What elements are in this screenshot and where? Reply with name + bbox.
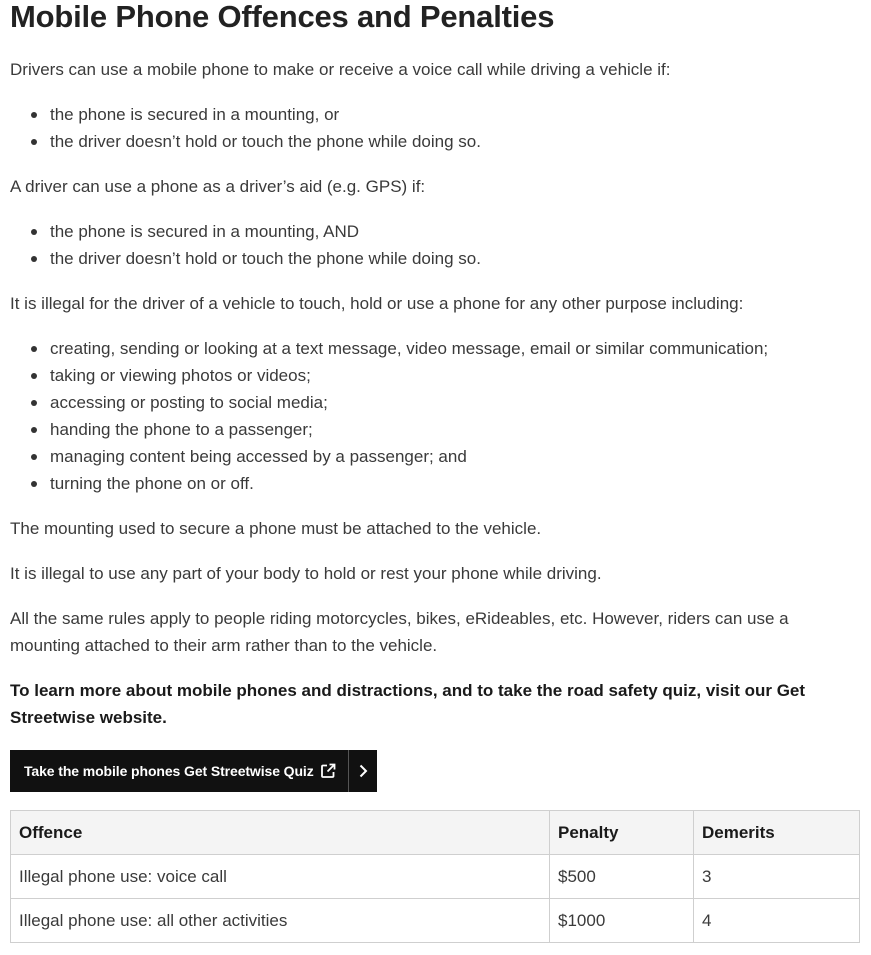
- demerits-cell: 4: [694, 899, 860, 943]
- list-item: the driver doesn’t hold or touch the phone while doing so.: [50, 245, 862, 272]
- list-item: the phone is secured in a mounting, AND: [50, 218, 862, 245]
- mounting-note: The mounting used to secure a phone must be attached to the vehicle.: [10, 519, 542, 538]
- page-title: Mobile Phone Offences and Penalties: [10, 0, 555, 34]
- column-header-penalty: Penalty: [550, 811, 694, 855]
- chevron-right-icon[interactable]: [349, 750, 377, 792]
- list-item: the driver doesn’t hold or touch the phone while doing so.: [50, 128, 862, 155]
- drivers-aid-conditions-list: [10, 218, 862, 272]
- illegal-use-intro: It is illegal for the driver of a vehicle to touch, hold or use a phone for any other purpose including:: [10, 294, 744, 313]
- cta-label: Take the mobile phones Get Streetwise Quiz: [24, 763, 314, 779]
- table-row: [11, 899, 860, 943]
- external-link-icon: [320, 763, 336, 779]
- riders-note: All the same rules apply to people riding motorcycles, bikes, eRideables, etc. However, riders can use a mounting attached to their arm rather than to the vehicle.: [10, 609, 789, 655]
- column-header-demerits: Demerits: [694, 811, 860, 855]
- body-note: It is illegal to use any part of your body to hold or rest your phone while driving.: [10, 564, 602, 583]
- illegal-uses-list: [10, 335, 862, 497]
- list-item: accessing or posting to social media;: [50, 389, 862, 416]
- penalty-table: [10, 810, 860, 943]
- table-row: [11, 855, 860, 899]
- penalty-cell: $1000: [550, 899, 694, 943]
- offence-cell: Illegal phone use: all other activities: [11, 899, 550, 943]
- list-item: turning the phone on or off.: [50, 470, 862, 497]
- list-item: handing the phone to a passenger;: [50, 416, 862, 443]
- demerits-cell: 3: [694, 855, 860, 899]
- list-item: taking or viewing photos or videos;: [50, 362, 862, 389]
- penalty-cell: $500: [550, 855, 694, 899]
- list-item: the phone is secured in a mounting, or: [50, 101, 862, 128]
- offence-cell: Illegal phone use: voice call: [11, 855, 550, 899]
- drivers-aid-intro: A driver can use a phone as a driver’s aid (e.g. GPS) if:: [10, 177, 426, 196]
- list-item: managing content being accessed by a passenger; and: [50, 443, 862, 470]
- learn-more-text: To learn more about mobile phones and distractions, and to take the road safety quiz, visit our Get Streetwise website.: [10, 681, 806, 727]
- voice-call-conditions-list: [10, 101, 862, 155]
- content: [10, 0, 862, 943]
- table-header-row: [11, 811, 860, 855]
- streetwise-quiz-link[interactable]: [10, 750, 349, 792]
- streetwise-quiz-button[interactable]: [10, 750, 377, 792]
- voice-call-intro: Drivers can use a mobile phone to make or receive a voice call while driving a vehicle if:: [10, 60, 671, 79]
- list-item: creating, sending or looking at a text message, video message, email or similar communication;: [50, 335, 862, 362]
- column-header-offence: Offence: [11, 811, 550, 855]
